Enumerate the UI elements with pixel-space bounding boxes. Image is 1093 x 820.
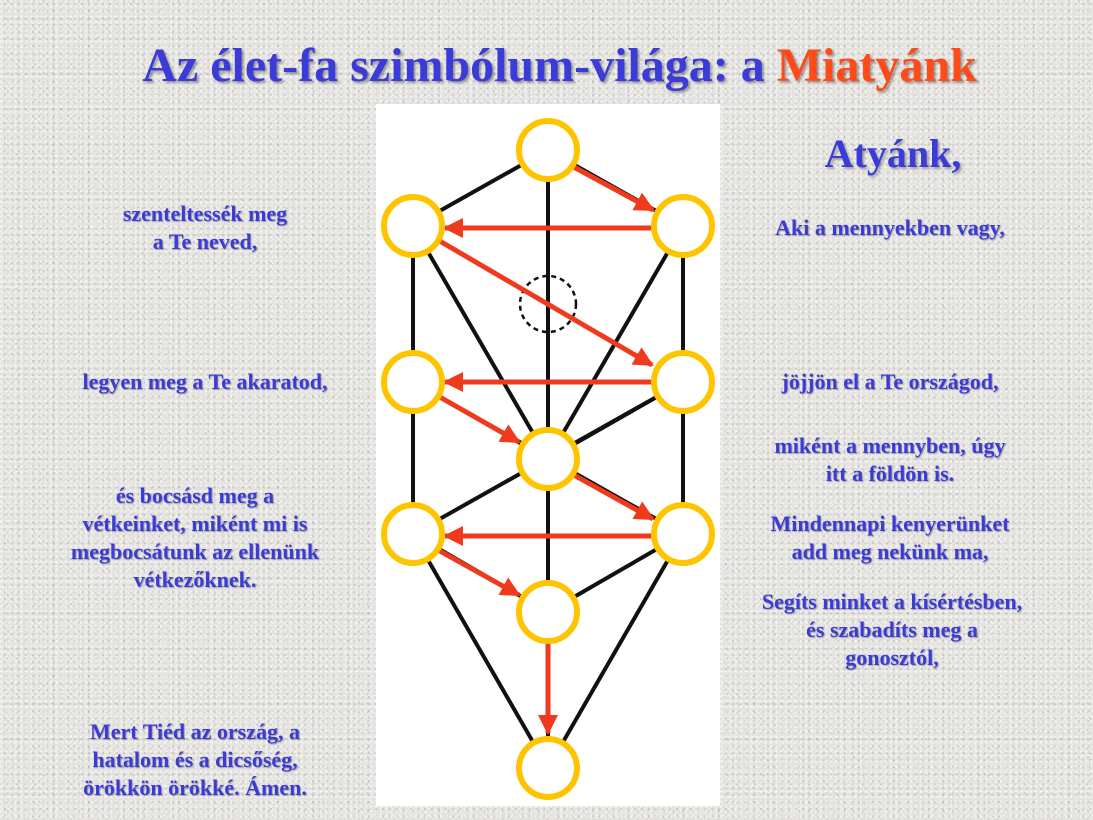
label-mert-line-2: hatalom és a dicsőség, [92,747,298,772]
arrow-1 [572,166,653,210]
label-szenteltessek-line-1: szenteltessék meg [122,201,288,226]
label-mert-line-1: Mert Tiéd az ország, a [90,719,300,744]
node-yesod [519,583,577,641]
label-bocsasd-line-1: és bocsásd meg a [115,483,275,508]
node-malkuth [519,739,577,797]
path-hod-malkuth [413,534,548,768]
label-legyen: legyen meg a Te akaratod, [82,369,328,394]
node-gevurah [384,353,442,411]
label-mindennapi-line-2: add meg nekünk ma, [791,539,989,564]
label-szenteltessek-line-2: a Te neved, [152,229,258,254]
title-main: Az élet-fa szimbólum-világa: a [142,39,777,92]
arrow-8 [438,550,519,595]
label-aki: Aki a mennyekben vagy, [775,215,1005,240]
label-mikent-line-2: itt a földön is. [825,461,955,486]
label-szenteltessek [60,200,350,256]
label-segits-line-3: gonosztól, [845,645,939,670]
path-binah-tiferet [413,226,548,459]
arrow-5 [438,396,519,442]
arrow-6 [572,474,653,519]
page-title [0,36,1093,96]
label-bocsasd-line-3: megbocsátunk az ellenünk [70,539,320,564]
label-bocsasd-line-2: vétkeinket, miként mi is [82,511,308,536]
path-netzach-malkuth [548,534,683,768]
label-jojjon: jöjjön el a Te országod, [781,369,999,394]
label-mikent [730,432,1050,488]
label-segits-line-1: Segíts minket a kísértésben, [761,589,1023,614]
label-bocsasd [20,482,370,594]
label-mindennapi-line-1: Mindennapi kenyerünket [770,511,1010,536]
node-netzach [654,505,712,563]
node-binah [384,197,442,255]
label-atyank: Atyánk, [824,131,962,176]
node-hod [384,505,442,563]
label-mert [30,718,360,802]
label-segits-line-2: és szabadíts meg a [806,617,978,642]
label-mindennapi [730,510,1050,566]
tree-of-life-diagram [376,104,720,806]
label-mikent-line-1: miként a mennyben, úgy [774,433,1006,458]
arrow-3 [438,240,652,365]
node-chesed [654,353,712,411]
node-kether [519,121,577,179]
label-mert-line-3: örökkön örökké. Ámen. [83,775,307,800]
node-chokmah [654,197,712,255]
label-segits [722,588,1062,672]
tree-of-life-svg [376,104,720,806]
node-tiferet [519,430,577,488]
label-bocsasd-line-4: vétkezőknek. [133,567,257,592]
title-accent: Miatyánk [776,39,977,92]
